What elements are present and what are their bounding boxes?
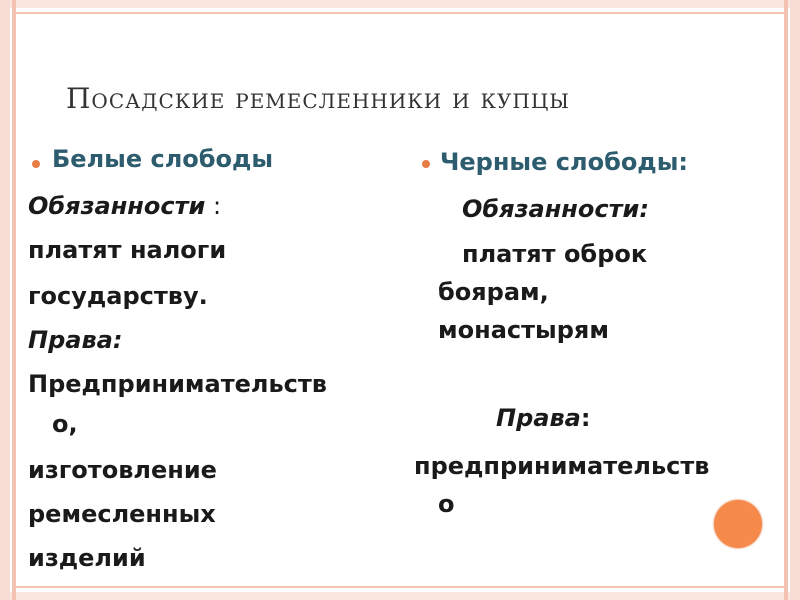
left-bullet-icon	[32, 160, 40, 168]
right-bullet-icon	[422, 160, 430, 168]
left-duties-colon: :	[205, 192, 222, 220]
right-rights-colon: :	[580, 404, 591, 432]
right-rights-line-2: о	[438, 490, 455, 518]
left-duties-line-1: платят налоги	[28, 236, 227, 264]
right-duties-line-1: платят оброк	[462, 240, 648, 268]
left-duties-line-2: государству.	[28, 282, 208, 310]
right-duties-line-3: монастырям	[438, 316, 609, 344]
left-rights-line-4: ремесленных	[28, 500, 216, 528]
left-rights-line-5: изделий	[28, 544, 146, 572]
decorative-circle	[714, 500, 762, 548]
right-duties-line-2: боярам,	[438, 278, 549, 306]
left-duties-row	[28, 192, 221, 220]
left-heading: Белые слободы	[52, 145, 274, 173]
left-rights-label: Права:	[28, 326, 123, 354]
right-duties-label: Обязанности:	[462, 195, 649, 223]
right-rights-line-1: предпринимательств	[414, 452, 710, 480]
slide-title: Посадские ремесленники и купцы	[66, 82, 570, 115]
left-duties-label: Обязанности	[28, 192, 206, 220]
right-heading: Черные слободы:	[440, 148, 688, 176]
left-rights-line-1: Предпринимательств	[28, 370, 327, 398]
left-rights-line-3: изготовление	[28, 456, 217, 484]
right-rights-label: Права	[496, 404, 581, 432]
right-rights-row	[496, 404, 590, 432]
left-rights-line-2: о,	[52, 410, 78, 438]
